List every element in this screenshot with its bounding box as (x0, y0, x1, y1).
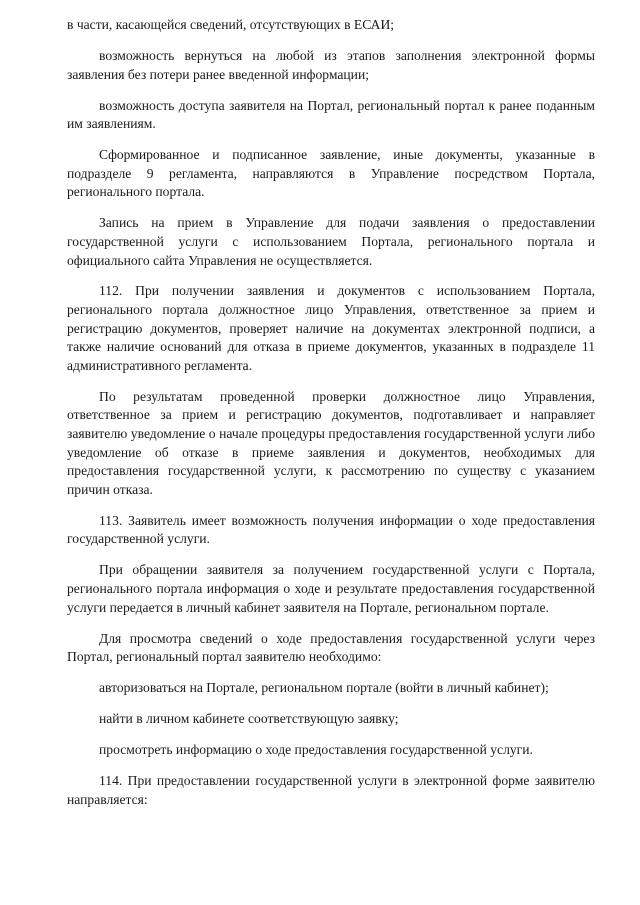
paragraph-4: Сформированное и подписанное заявление, иные документы, указанные в подразделе 9 регламента, направляются в Управление посредством Портала, регионального портала. (67, 147, 595, 200)
paragraph-13: просмотреть информацию о ходе предоставления государственной услуги. (99, 742, 533, 758)
paragraph-113: 113. Заявитель имеет возможность получения информации о ходе предоставления государственной услуги. (67, 512, 595, 547)
paragraph-9: При обращении заявителя за получением государственной услуги с Портала, регионального портала информация о ходе и результате предоставления государственной услуги передается в личный кабинет заявителя на Портале, региональном портале. (67, 562, 595, 615)
document-page (67, 16, 595, 822)
paragraph-1: в части, касающейся сведений, отсутствующих в ЕСАИ; (67, 17, 395, 32)
paragraph-3: возможность доступа заявителя на Портал, региональный портал к ранее поданным им заявлениям. (67, 97, 595, 132)
paragraph-10: Для просмотра сведений о ходе предоставления государственной услуги через Портал, региональный портал заявителю необходимо: (67, 630, 595, 665)
paragraph-114: 114. При предоставлении государственной услуги в электронной форме заявителю направляется: (67, 773, 595, 807)
paragraph-7: По результатам проведенной проверки должностное лицо Управления, ответственное за прием и регистрацию документов, подготавливает и направляет заявителю уведомление о начале процедуры предоставления государственной услуги либо уведомление об отказе в приеме заявления и документов, необходимых для предоставления государственной услуги, к рассмотрению по существу с указанием причин отказа. (67, 388, 595, 497)
paragraph-12: найти в личном кабинете соответствующую заявку; (99, 711, 399, 727)
paragraph-112: 112. При получении заявления и документов с использованием Портала, регионального портала должностное лицо Управления, ответственное за прием и регистрацию документов, проверяет наличие на документах электронной подписи, а также наличие оснований для отказа в приеме документов, указанных в подразделе 11 административного регламента. (67, 283, 595, 373)
paragraph-2: возможность вернуться на любой из этапов заполнения электронной формы заявления без потери ранее введенной информации; (67, 47, 595, 82)
paragraph-11: авторизоваться на Портале, региональном портале (войти в личный кабинет); (99, 680, 549, 696)
paragraph-5: Запись на прием в Управление для подачи заявления о предоставлении государственной услуги с использованием Портала, регионального портала и официального сайта Управления не осуществляется. (67, 215, 595, 268)
